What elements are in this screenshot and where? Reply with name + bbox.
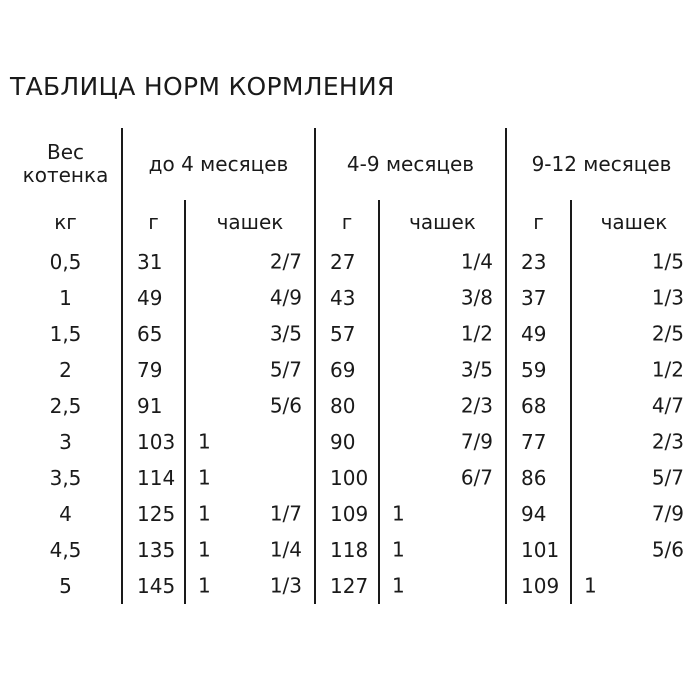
cups-cell (571, 496, 696, 532)
unit-cups: чашек (571, 200, 696, 244)
cups-cell (571, 352, 696, 388)
cups-whole: 1 (392, 501, 405, 526)
weight-header: Вес котенка (22, 140, 109, 187)
cups-fraction: 4/9 (269, 285, 302, 310)
weight-cell: 0,5 (49, 249, 82, 274)
grams-cell: 91 (122, 388, 185, 424)
cups-cell (379, 388, 506, 424)
grams-cell: 49 (122, 280, 185, 316)
cups-cell (185, 424, 315, 460)
cups-cell (185, 460, 315, 496)
grams-cell: 69 (315, 352, 379, 388)
feeding-norms-table (10, 128, 696, 604)
cups-fraction: 1/3 (651, 285, 684, 310)
grams-cell: 109 (506, 568, 571, 604)
table-row (10, 460, 696, 496)
grams-cell: 57 (315, 316, 379, 352)
weight-cell: 4 (59, 501, 72, 526)
grams-cell: 49 (506, 316, 571, 352)
grams-cell: 118 (315, 532, 379, 568)
weight-cell: 4,5 (49, 537, 82, 562)
age-header-9-12: 9-12 месяцев (506, 128, 696, 200)
unit-grams: г (506, 200, 571, 244)
weight-cell: 3 (59, 429, 72, 454)
table-body (10, 244, 696, 604)
grams-cell: 114 (122, 460, 185, 496)
cups-cell (571, 244, 696, 280)
cups-fraction: 1/2 (460, 321, 493, 346)
grams-cell: 37 (506, 280, 571, 316)
grams-cell: 100 (315, 460, 379, 496)
cups-fraction: 1/5 (651, 249, 684, 274)
cups-cell (379, 280, 506, 316)
cups-whole: 1 (584, 573, 597, 598)
cups-fraction: 5/6 (269, 393, 302, 418)
weight-cell: 5 (59, 573, 72, 598)
cups-fraction: 2/5 (651, 321, 684, 346)
cups-fraction: 2/7 (269, 249, 302, 274)
table-row (10, 352, 696, 388)
weight-cell: 1,5 (49, 321, 82, 346)
cups-cell (571, 388, 696, 424)
cups-cell (379, 424, 506, 460)
cups-fraction: 2/3 (651, 429, 684, 454)
age-header-row (10, 128, 696, 200)
cups-fraction: 2/3 (460, 393, 493, 418)
cups-fraction: 1/7 (269, 501, 302, 526)
grams-cell: 65 (122, 316, 185, 352)
grams-cell: 86 (506, 460, 571, 496)
cups-cell (571, 532, 696, 568)
grams-cell: 145 (122, 568, 185, 604)
grams-cell: 101 (506, 532, 571, 568)
cups-fraction: 1/2 (651, 357, 684, 382)
cups-fraction: 7/9 (651, 501, 684, 526)
grams-cell: 23 (506, 244, 571, 280)
cups-fraction: 5/7 (651, 465, 684, 490)
weight-cell: 3,5 (49, 465, 82, 490)
cups-fraction: 3/5 (460, 357, 493, 382)
grams-cell: 109 (315, 496, 379, 532)
cups-whole: 1 (198, 465, 211, 490)
cups-whole: 1 (198, 501, 211, 526)
cups-fraction: 1/4 (269, 537, 302, 562)
table-title: ТАБЛИЦА НОРМ КОРМЛЕНИЯ (10, 72, 395, 101)
grams-cell: 31 (122, 244, 185, 280)
unit-grams: г (122, 200, 185, 244)
grams-cell: 90 (315, 424, 379, 460)
table-row (10, 424, 696, 460)
cups-fraction: 3/8 (460, 285, 493, 310)
cups-fraction: 5/7 (269, 357, 302, 382)
cups-fraction: 5/6 (651, 537, 684, 562)
cups-cell (379, 496, 506, 532)
cups-cell (571, 424, 696, 460)
cups-cell (379, 244, 506, 280)
table-row (10, 316, 696, 352)
cups-cell (185, 316, 315, 352)
weight-cell: 2 (59, 357, 72, 382)
cups-fraction: 3/5 (269, 321, 302, 346)
cups-cell (379, 460, 506, 496)
cups-cell (185, 568, 315, 604)
cups-cell (379, 352, 506, 388)
cups-cell (379, 532, 506, 568)
cups-cell (185, 280, 315, 316)
cups-whole: 1 (198, 573, 211, 598)
grams-cell: 79 (122, 352, 185, 388)
grams-cell: 127 (315, 568, 379, 604)
cups-whole: 1 (198, 429, 211, 454)
grams-cell: 27 (315, 244, 379, 280)
cups-fraction: 1/4 (460, 249, 493, 274)
cups-fraction: 6/7 (460, 465, 493, 490)
cups-fraction: 4/7 (651, 393, 684, 418)
cups-cell (185, 388, 315, 424)
grams-cell: 103 (122, 424, 185, 460)
grams-cell: 125 (122, 496, 185, 532)
grams-cell: 68 (506, 388, 571, 424)
table-row (10, 532, 696, 568)
unit-header-row (10, 200, 696, 244)
cups-cell (571, 316, 696, 352)
cups-cell (185, 532, 315, 568)
cups-cell (571, 460, 696, 496)
unit-grams: г (315, 200, 379, 244)
grams-cell: 80 (315, 388, 379, 424)
cups-cell (185, 352, 315, 388)
weight-cell: 1 (59, 285, 72, 310)
table-row (10, 388, 696, 424)
grams-cell: 59 (506, 352, 571, 388)
weight-cell: 2,5 (49, 393, 82, 418)
cups-cell (185, 244, 315, 280)
table-row (10, 496, 696, 532)
cups-cell (379, 568, 506, 604)
grams-cell: 135 (122, 532, 185, 568)
cups-cell (185, 496, 315, 532)
unit-kg: кг (54, 209, 77, 234)
cups-cell (379, 316, 506, 352)
age-header-under-4: до 4 месяцев (122, 128, 315, 200)
grams-cell: 43 (315, 280, 379, 316)
unit-cups: чашек (185, 200, 315, 244)
table-row (10, 280, 696, 316)
cups-fraction: 1/3 (269, 573, 302, 598)
cups-cell (571, 280, 696, 316)
grams-cell: 77 (506, 424, 571, 460)
grams-cell: 94 (506, 496, 571, 532)
cups-whole: 1 (392, 537, 405, 562)
table-row (10, 244, 696, 280)
cups-whole: 1 (392, 573, 405, 598)
cups-cell (571, 568, 696, 604)
cups-whole: 1 (198, 537, 211, 562)
table-row (10, 568, 696, 604)
age-header-4-9: 4-9 месяцев (315, 128, 506, 200)
cups-fraction: 7/9 (460, 429, 493, 454)
unit-cups: чашек (379, 200, 506, 244)
